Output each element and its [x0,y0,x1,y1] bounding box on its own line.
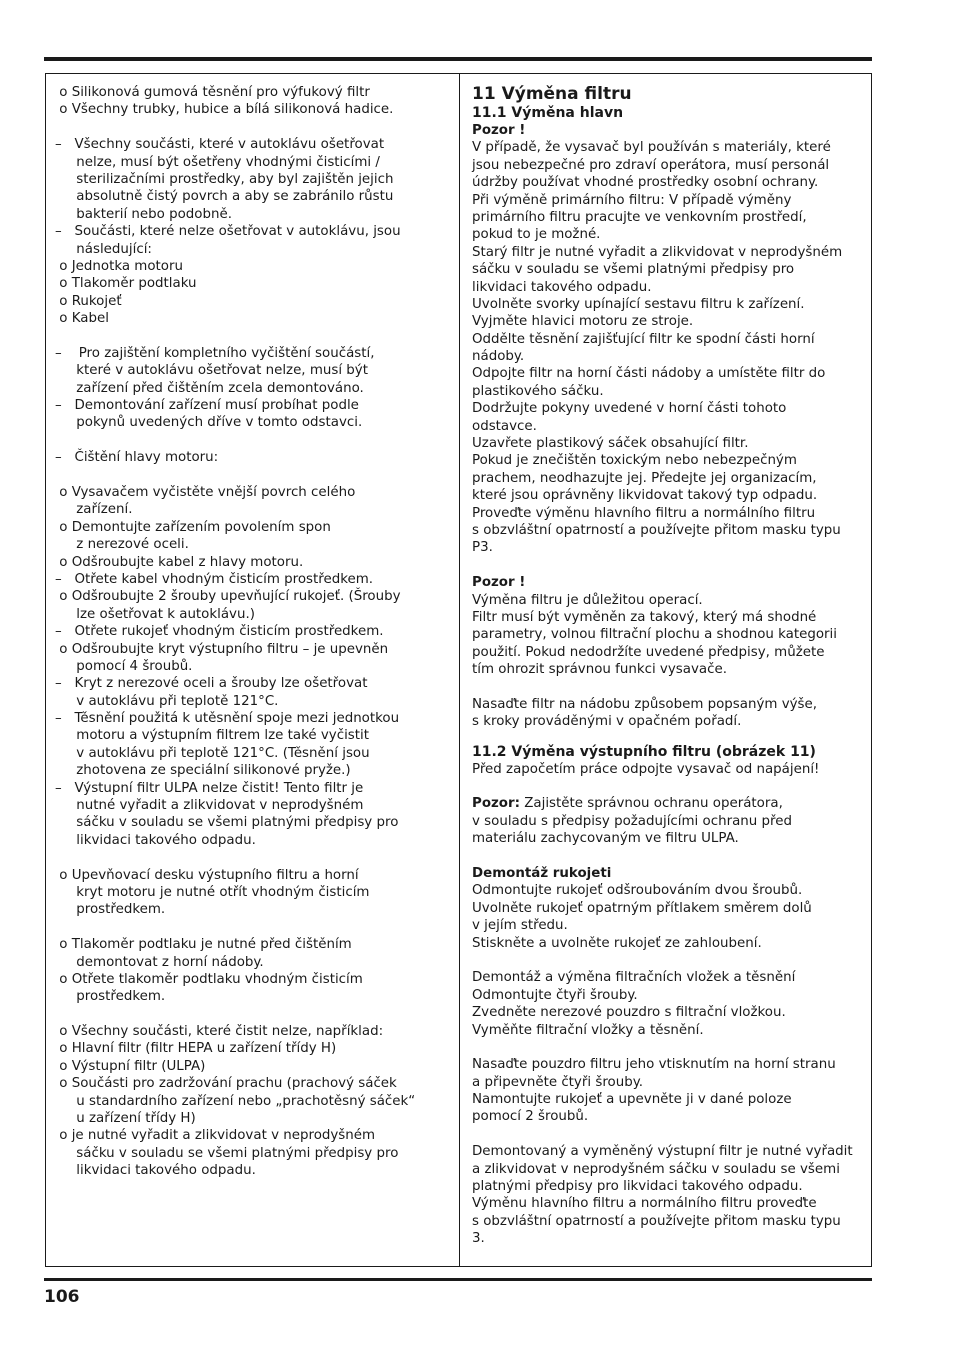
paragraph-block [472,882,867,952]
text-line: Uzavřete plastikový sáček obsahující filtr. [472,436,749,452]
text-line: Oddělte těsnění zajišťující filtr ke spodní části horní [472,331,815,347]
text-line: které v autoklávu ošetřovat nelze, musí být [55,363,368,379]
text-line: a zlikvidovat v neprodyšném sáčku v souladu se všemi [472,1161,840,1177]
text-line: materiálu zachycovaným ve filtru ULPA. [472,831,739,847]
text-line: o Demontujte zařízením povolením spon [55,519,331,535]
text-line: Pokud je znečištěn toxickým nebo nebezpečným [472,453,797,469]
text-line: s kroky prováděnými v opačném pořadí. [472,714,742,730]
text-line: o Výstupní filtr (ULPA) [55,1058,206,1074]
text-line: Odpojte filtr na horní části nádoby a umístěte filtr do [472,366,826,382]
paragraph-block [472,139,867,556]
text-line: údržby používat vhodné prostředky osobní ochrany. [472,175,819,191]
text-line: s obzvláštní opatrností a používejte přitom masku typu [472,1213,841,1229]
text-line: plastikového sáčku. [472,383,604,399]
text-line: jsou nebezpečné pro zdraví operátora, musí personál [472,157,830,173]
text-line: s obzvláštní opatrností a používejte přitom masku typu [472,522,841,538]
text-line: nelze, musí být ošetřeny vhodnými čisticími / [55,154,380,170]
text-line: Při výměně primárního filtru: V případě výměny [472,192,792,208]
paragraph-block [472,696,867,731]
text-line: pomocí 4 šroubů. [55,658,193,674]
text-line: Nasaďte pouzdro filtru jeho vtisknutím na horní stranu [472,1057,836,1073]
text-line: sáčku v souladu se všemi platnými předpisy pro [55,815,399,831]
text-line: likvidaci takového odpadu. [55,1163,256,1179]
text-line: – Pro zajištění kompletního vyčištění součástí, [55,345,375,361]
text-line: parametry, volnou filtrační plochu a shodnou kategorii [472,627,837,643]
text-line: zařízení před čištěním zcela demontováno. [55,380,364,396]
text-line: z nerezové oceli. [55,537,189,553]
text-line: Výměnu hlavního filtru a normálního filtru proveďte [472,1196,817,1212]
text-line: o Upevňovací desku výstupního filtru a horní [55,867,359,883]
text-line: Demontáž a výměna filtračních vložek a těsnění [472,970,796,986]
text-line: sterilizačními prostředky, aby byl zajištěn jejich [55,171,394,187]
text-line: – Čištění hlavy motoru: [55,450,219,466]
text-line: o Kabel [55,311,109,327]
text-line: – Otřete rukojeť vhodným čisticím prostředkem. [55,624,384,640]
text-line: Odmontujte čtyři šrouby. [472,987,638,1003]
text-line: o Odšroubujte kryt výstupního filtru – je upevněn [55,641,389,657]
text-line: pomocí 2 šroubů. [472,1109,589,1125]
text-line: Starý filtr je nutné vyřadit a zlikvidovat v neprodyšném [472,244,843,260]
text-line: P3. [472,540,493,556]
text-line: – Otřete kabel vhodným čisticím prostředkem. [55,571,374,587]
text-line: nutné vyřadit a zlikvidovat v neprodyšném [55,798,364,814]
text-line: o Všechny trubky, hubice a bílá silikonová hadice. [55,102,394,118]
text-line: likvidaci takového odpadu. [55,832,256,848]
text-line: Namontujte rukojeť a upevněte ji v dané poloze [472,1092,792,1108]
text-line: o Silikonová gumová těsnění pro výfukový filtr [55,85,370,100]
text-line: Vyměňte filtrační vložky a těsnění. [472,1022,704,1038]
text-line: lze ošetřovat k autoklávu.) [55,606,255,622]
text-line: o Tlakoměr podtlaku je nutné před čištěním [55,937,352,953]
text-line: Proveďte výměnu hlavního filtru a normálního filtru [472,505,816,521]
text-line: Filtr musí být vyměněn za takový, který má shodné [472,609,817,625]
warning-label: Pozor ! [472,123,526,138]
text-line: Demontovaný a vyměněný výstupní filtr je nutné vyřadit [472,1144,853,1160]
text-line: odstavce. [472,418,537,434]
text-line: zhotovena ze speciální silikonové pryže.) [55,763,351,779]
text-line: nádoby. [472,349,525,365]
text-line: absolutně čistý povrch a aby se zabránilo růstu [55,189,394,205]
paragraph-block [472,813,867,848]
text-line: Vyjměte hlavici motoru ze stroje. [472,314,694,330]
instruction-text: Před započetím práce odpojte vysavač od napájení! [472,761,820,777]
text-line: prostředkem. [55,902,166,918]
warning-label: Pozor: [472,796,520,812]
text-line: prostředkem. [55,989,166,1005]
text-line: platnými předpisy pro likvidaci takového odpadu. [472,1179,803,1195]
left-column [55,84,451,1180]
column-divider [459,74,460,1266]
text-line: 3. [472,1231,485,1247]
text-line: Výměna filtru je důležitou operací. [472,592,703,608]
text-line: o Součásti pro zadržování prachu (prachový sáček [55,1076,397,1092]
text-line: a připevněte čtyři šrouby. [472,1074,643,1090]
text-line: demontovat z horní nádoby. [55,954,264,970]
text-line: – Těsnění použitá k utěsnění spoje mezi jednotkou [55,711,400,727]
section-title: 11 Výměna filtru [472,84,632,104]
text-line: motoru a výstupním filtrem lze také vyčistit [55,728,369,744]
text-line: likvidaci takového odpadu. [472,279,652,295]
paragraph-block [472,1143,867,1247]
text-line: sáčku v souladu se všemi platnými předpisy pro [472,262,795,278]
text-line: v autoklávu při teplotě 121°C. (Těsnění jsou [55,745,370,761]
text-line: bakterií nebo podobně. [55,206,232,222]
text-line: které jsou oprávněny likvidovat takový typ odpadu. [472,488,818,504]
text-line: kryt motoru je nutné otřít vhodným čisticím [55,884,370,900]
right-column [472,84,867,1248]
text-line: Odmontujte rukojeť odšroubováním dvou šroubů. [472,883,803,899]
text-line: pokud to je možné. [472,227,601,243]
bottom-rule [44,1278,872,1281]
text-line: o Rukojeť [55,293,122,309]
text-line: u standardního zařízení nebo „prachotěsný sáček“ [55,1093,416,1109]
text-line: Uvolněte rukojeť opatrným přítlakem směrem dolů [472,900,812,916]
text-line: o Odšroubujte kabel z hlavy motoru. [55,554,304,570]
text-line: sáčku v souladu se všemi platnými předpisy pro [55,1145,399,1161]
text-line: pokynů uvedených dříve v tomto odstavci. [55,415,363,431]
text-line: – Součásti, které nelze ošetřovat v autoklávu, jsou [55,224,401,240]
text-line: o je nutné vyřadit a zlikvidovat v neprodyšném [55,1128,376,1144]
text-line: o Tlakoměr podtlaku [55,276,197,292]
subsection-title-11-1: 11.1 Výměna hlavn [472,105,624,121]
text-line: Nasaďte filtr na nádobu způsobem popsaným výše, [472,696,818,712]
text-line: o Jednotka motoru [55,258,183,274]
text-line: tím ohrozit správnou funkci vysavače. [472,662,727,678]
text-line: o Otřete tlakoměr podtlaku vhodným čisticím [55,971,363,987]
text-line: Stiskněte a uvolněte rukojeť ze zahloubení. [472,935,762,951]
text-line: o Vysavačem vyčistěte vnější povrch celého [55,484,356,500]
paragraph-block [472,1056,867,1126]
text-line: o Hlavní filtr (filtr HEPA u zařízení třídy H) [55,1041,337,1057]
warning-paragraph [472,795,867,812]
text-line: použití. Pokud nedodržíte uvedené předpisy, můžete [472,644,825,660]
paragraph-block [472,592,867,679]
warning-label: Pozor ! [472,575,526,591]
top-rule [44,57,872,61]
text-line: následující: [55,241,152,257]
text-line: o Všechny součásti, které čistit nelze, například: [55,1024,384,1040]
text-line: primárního filtru pracujte ve venkovním prostředí, [472,209,807,225]
text-line: – Kryt z nerezové oceli a šrouby lze ošetřovat [55,676,368,692]
demontaz-heading: Demontáž rukojeti [472,866,612,882]
text-line: prachem, neodhazujte jej. Předejte jej organizacím, [472,470,817,486]
text-line: V případě, že vysavač byl používán s materiály, které [472,140,831,156]
text-line: Zvedněte nerezové pouzdro s filtrační vložkou. [472,1005,786,1021]
text-line: Uvolněte svorky upínající sestavu filtru k zařízení. [472,296,805,312]
text-line: v souladu s předpisy požadujícími ochranu před [472,813,792,829]
text-line: – Výstupní filtr ULPA nelze čistit! Tento filtr je [55,780,364,796]
subsection-title-11-2: 11.2 Výměna výstupního filtru (obrázek 11) [472,743,816,760]
text-line: zařízení. [55,502,133,518]
text-line: v jejím středu. [472,918,568,934]
text-line: u zařízení třídy H) [55,1111,196,1127]
text-line: o Odšroubujte 2 šrouby upevňující rukojeť. (Šrouby [55,589,401,605]
warning-text: Zajistěte správnou ochranu operátora, [519,796,783,812]
text-line: v autoklávu při teplotě 121°C. [55,693,279,709]
text-line: – Demontování zařízení musí probíhat podle [55,398,359,414]
text-line: – Všechny součásti, které v autoklávu ošetřovat [55,137,385,153]
text-line: Dodržujte pokyny uvedené v horní části tohoto [472,401,787,417]
page-number: 106 [44,1287,80,1307]
paragraph-block [472,969,867,1039]
content-frame [45,73,872,1267]
